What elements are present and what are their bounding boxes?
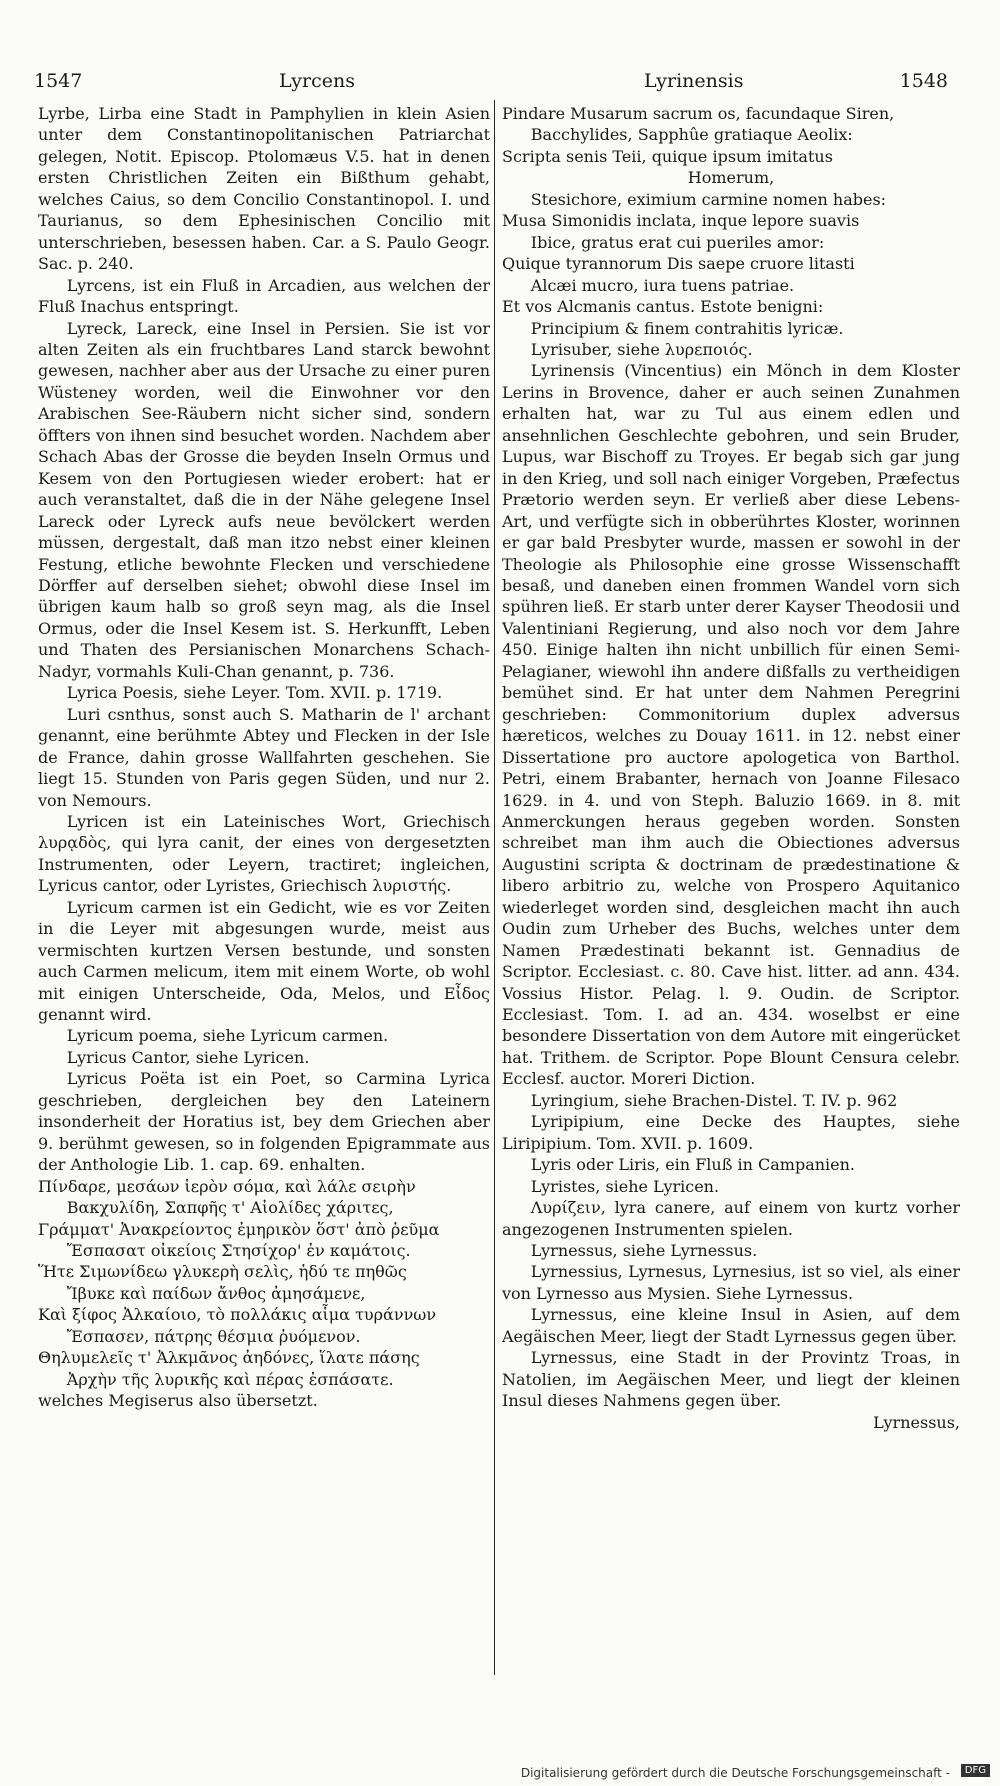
entry-paragraph: Lyricen ist ein Lateinisches Wort, Griechisch λυρᾳδὸς, qui lyra canit, der eines von dergesetzten Instrumenten, oder Leyern, tractiret; ingleichen, Lyricus cantor, oder Lyristes, Griechisch λυριστής.	[38, 811, 490, 896]
entry-paragraph: Lyrcens, ist ein Fluß in Arcadien, aus welchen der Fluß Inachus entspringt.	[38, 275, 490, 317]
entry-paragraph: Lyricus Poëta ist ein Poet, so Carmina Lyrica geschrieben, dergleichen bey den Lateinern insonderheit der Horatius ist, bey dem Griechen aber 9. berühmt gewesen, so in folgenden Epigrammate aus der Anthologie Lib. 1. cap. 69. enhalten.	[38, 1069, 490, 1175]
entry-paragraph: Lyricum carmen ist ein Gedicht, wie es vor Zeiten in die Leyer mit abgesungen wurde, meist aus vermischten kurtzen Versen bestunde, und sonsten auch Carmen melicum, item mit einem Worte, ob wohl mit einigen Unterscheide, Oda, Melos, und Εἶδος genannt wird.	[38, 897, 490, 1025]
entry-paragraph: Γράμματ' Ἀνακρείοντος ἐμηρικὸν ὅστ' ἀπὸ ῥεῦμα	[38, 1219, 440, 1239]
entry-paragraph: Ibice, gratus erat cui pueriles amor:	[530, 232, 825, 252]
entry-paragraph: Alcæi mucro, iura tuens patriae.	[530, 275, 795, 295]
entry-paragraph: Lyrica Poesis, siehe Leyer. Tom. XVII. p. 1719.	[66, 683, 443, 703]
entry-paragraph: Ἥτε Σιμωνίδεω γλυκερὴ σελὶς, ἡδύ τε πηθῶς	[38, 1262, 407, 1282]
entry-paragraph: Quique tyrannorum Dis saepe cruore litasti	[502, 254, 855, 274]
entry-paragraph: Stesichore, eximium carmine nomen habes:	[530, 189, 887, 209]
digitization-credit: Digitalisierung gefördert durch die Deutsche Forschungsgemeinschaft -	[520, 1766, 950, 1780]
entry-paragraph: Bacchylides, Sapphûe gratiaque Aeolix:	[530, 125, 853, 145]
footer	[0, 1760, 1000, 1786]
entry-paragraph: Lyripipium, eine Decke des Hauptes, siehe Liripipium. Tom. XVII. p. 1609.	[502, 1112, 960, 1153]
entry-paragraph: Et vos Alcmanis cantus. Estote benigni:	[502, 297, 824, 317]
left-column	[38, 103, 490, 1683]
entry-paragraph: Lyringium, siehe Brachen-Distel. T. IV. p. 962	[530, 1090, 898, 1110]
entry-paragraph: Lyrbe, Lirba eine Stadt in Pamphylien in klein Asien unter dem Constantinopolitanischen Patriarchat gelegen, Notit. Episcop. Ptolomæus V.5. hat in denen ersten Christlichen Zeiten ein Bißthum gehabt, welches Caius, so dem Concilio Constantinopol. I. und Taurianus, so dem Ephesinischen Concilio mit unterschrieben, besessen haben. Car. a S. Paulo Geogr. Sac. p. 240.	[38, 104, 490, 274]
entry-paragraph: Lyrnessus, eine kleine Insul in Asien, auf dem Aegäischen Meer, liegt der Stadt Lyrnessus gegen über.	[502, 1305, 960, 1346]
entry-paragraph: Ἔσπασεν, πάτρης θέσμια ῥυόμενον.	[66, 1326, 361, 1346]
entry-paragraph: Homerum,	[687, 168, 775, 188]
entry-paragraph: Lyristes, siehe Lyricen.	[530, 1176, 720, 1196]
entry-paragraph: Lyricum poema, siehe Lyricum carmen.	[66, 1026, 389, 1046]
entry-paragraph: Lyreck, Lareck, eine Insel in Persien. Sie ist vor alten Zeiten als ein fruchtbares Land starck bewohnt gewesen, nachher aber aus der Ursache zu einer puren Wüsteney worden, weil die Einwohner vor den Arabischen See-Räubern nicht sicher sind, sondern öffters von ihnen sind besuchet worden. Nachdem aber Schach Abas der Grosse die beyden Inseln Ormus und Kesem von den Portugiesen wieder erobert: hat er auch veranstaltet, daß die in der Nähe gelegene Insel Lareck oder Lyreck aufs neue bevölckert werden müssen, dergestalt, daß man itzo nebst einer kleinen Festung, etliche bewohnte Flecken und verschiedene Dörffer auf derselben siehet; obwohl diese Insel im übrigen kaum halb so groß seyn mag, als die Insel Ormus, oder die Insel Kesem ist. S. Herkunfft, Leben und Thaten des Persianischen Monarchens Schach-Nadyr, vormahls Kuli-Chan genannt, p. 736.	[38, 318, 490, 681]
entry-paragraph: Ἔσπασατ οἰκείοις Στησίχορ' ἐν καμάτοις.	[66, 1241, 411, 1261]
entry-paragraph: Lyris oder Liris, ein Fluß in Campanien.	[530, 1155, 856, 1175]
entry-paragraph: Λυρίζειν, lyra canere, auf einem von kurtz vorher angezogenen Instrumenten spielen.	[502, 1198, 960, 1239]
entry-paragraph: Πίνδαρε, μεσάων ἱερὸν σόμα, καὶ λάλε σειρὴν	[38, 1176, 416, 1196]
entry-paragraph: Luri csnthus, sonst auch S. Matharin de l' archant genannt, eine berühmte Abtey und Flecken in der Isle de France, dahin grosse Wallfahrten geschehen. Sie liegt 15. Stunden von Paris gegen Süden, und nur 2. von Nemours.	[38, 704, 490, 810]
entry-paragraph: Musa Simonidis inclata, inque lepore suavis	[502, 211, 860, 231]
entry-paragraph: Scripta senis Teii, quique ipsum imitatus	[502, 146, 833, 166]
entry-paragraph: Lyrnessus, eine Stadt in der Provintz Troas, in Natolien, im Aegäischen Meer, und liegt der kleinen Insul dieses Nahmens gegen über.	[502, 1348, 960, 1411]
entry-paragraph: Lyrnessius, Lyrnesus, Lyrnesius, ist so viel, als einer von Lyrnesso aus Mysien. Siehe Lyrnessus.	[502, 1262, 960, 1303]
running-title-left: Lyrcens	[279, 70, 355, 92]
page-number-left: 1547	[34, 70, 83, 92]
entry-paragraph: Ἴβυκε καὶ παίδων ἄνθος ἀμησάμενε,	[66, 1283, 366, 1303]
entry-paragraph: Principium & finem contrahitis lyricæ.	[530, 318, 844, 338]
column-divider	[494, 100, 495, 1675]
right-column	[502, 103, 960, 1683]
page-number-right: 1548	[899, 70, 948, 92]
entry-paragraph: Lyrinensis (Vincentius) ein Mönch in dem Kloster Lerins in Brovence, daher er auch seinen Zunahmen erhalten hat, war zu Tul aus einem edlen und ansehnlichen Geschlechte gebohren, und sein Bruder, Lupus, war Bischoff zu Troyes. Er begab sich gar jung in den Krieg, und soll nach einiger Vorgeben, Præfectus Prætorio werden seyn. Er verließ aber diese Lebens-Art, und verfügte sich in obberührtes Kloster, worinnen er gar bald Presbyter wurde, massen er sowohl in der Theologie als Philosophie eine grosse Wissenschafft besaß, und daneben einen frommen Wandel vorn sich spühren ließ. Er starb unter derer Kayser Theodosii und Valentiniani Regierung, und also noch vor dem Jahre 450. Einige halten ihn nicht unbillich für einen Semi-Pelagianer, wiewohl ihn andere dißfalls zu vertheidigen bemühet sind. Er hat unter dem Nahmen Peregrini geschrieben: Commonitorium duplex adversus hæreticos, welches zu Douay 1611. in 12. nebst einer Dissertatione pro auctore apologetica von Barthol. Petri, einem Brabanter, hernach von Joanne Filesaco 1629. in 4. und von Steph. Baluzio 1669. in 8. mit Anmerckungen heraus gegeben worden. Sonsten schreibet man ihm auch die Obiectiones adversus Augustini scripta & doctrinam de prædestinatione & libero arbitrio zu, welche von Prospero Aquitanico wiederleget worden sind, desgleichen macht ihn auch Oudin zum Urheber des Buchs, welches unter dem Namen Prædestinati bekannt ist. Gennadius de Scriptor. Ecclesiast. c. 80. Cave hist. litter. ad ann. 434. Vossius Histor. Pelag. l. 9. Oudin. de Scriptor. Ecclesiast. Tom. I. ad an. 434. woselbst er eine besondere Dissertation von dem Autore mit eingerücket hat. Trithem. de Scriptor. Pope Blount Censura celebr. Ecclesf. auctor. Moreri Diction.	[502, 361, 960, 1089]
entry-paragraph: Lyrnessus,	[873, 1412, 960, 1432]
entry-paragraph: Θηλυμελεῖς τ' Ἀλκμᾶνος ἀηδόνες, ἵλατε πάσης	[38, 1348, 420, 1368]
entry-paragraph: Lyrisuber, siehe λυρεποιός.	[530, 339, 753, 359]
page-header	[34, 70, 948, 98]
entry-paragraph: Lyricus Cantor, siehe Lyricen.	[66, 1047, 310, 1067]
dfg-logo: DFG	[961, 1764, 990, 1777]
entry-paragraph: Ἀρχὴν τῆς λυρικῆς καὶ πέρας ἑσπάσατε.	[66, 1369, 394, 1389]
running-title-right: Lyrinensis	[644, 70, 744, 92]
entry-paragraph: welches Megiserus also übersetzt.	[38, 1391, 318, 1411]
entry-paragraph: Καὶ ξίφος Ἀλκαίοιο, τὸ πολλάκις αἷμα τυράννων	[38, 1305, 437, 1325]
entry-paragraph: Pindare Musarum sacrum os, facundaque Siren,	[502, 104, 895, 123]
entry-paragraph: Lyrnessus, siehe Lyrnessus.	[530, 1241, 758, 1261]
entry-paragraph: Βακχυλίδη, Σαπφῆς τ' Αἰολίδες χάριτες,	[66, 1198, 394, 1218]
